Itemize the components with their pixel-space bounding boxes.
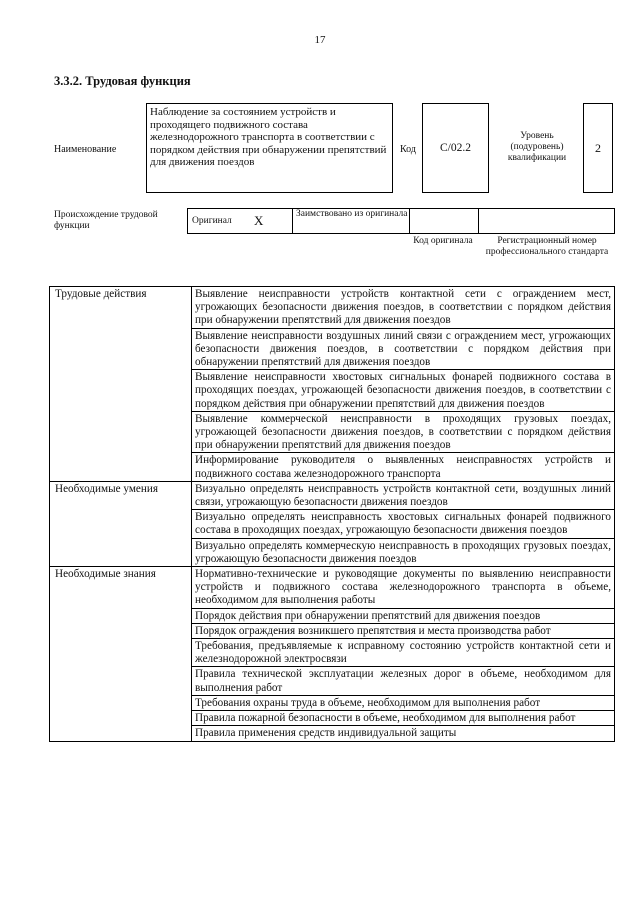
list-item: Визуально определять неисправность хвостовых сигнальных фонарей подвижного состава в проходящих поездах, угрожающую безопасности движения поездов: [192, 510, 615, 538]
original-label: Оригинал: [192, 216, 232, 226]
level-label: Уровень (подуровень) квалификации: [507, 131, 567, 163]
function-details-table: [49, 286, 615, 742]
list-item: Требования охраны труда в объеме, необходимом для выполнения работ: [192, 695, 615, 710]
original-mark: X: [254, 213, 264, 228]
list-item: Выявление коммерческой неисправности в проходящих грузовых поездах, угрожающей безопасности движения поездов, в соответствии с порядком действия при обнаружении препятствий для движения поездов: [192, 411, 615, 453]
list-item: Нормативно-технические и руководящие документы по выявлению неисправности устройств и подвижного состава железнодорожного транспорта в объеме, необходимом для выполнения работы: [192, 567, 615, 609]
function-name-box: [146, 103, 393, 193]
origin-row: [187, 208, 615, 234]
level-value: 2: [595, 140, 601, 155]
list-item: Выявление неисправности устройств контактной сети с ограждением мест, угрожающих безопасности движения поездов, в соответствии с порядком действия при обнаружении препятствий для движения поездов: [192, 287, 615, 329]
list-item: Требования, предъявляемые к исправному состоянию устройств контактной сети и железнодорожной электросвязи: [192, 639, 615, 667]
table-row: [50, 481, 615, 509]
list-item: Информирование руководителя о выявленных неисправностях устройств и подвижного состава железнодорожного транспорта: [192, 453, 615, 481]
original-code-cell: [409, 209, 478, 233]
table-row: [50, 287, 615, 329]
level-box: [583, 103, 613, 193]
section-label: Необходимые знания: [50, 567, 192, 741]
code-caption: Код оригинала: [413, 236, 473, 246]
list-item: Порядок действия при обнаружении препятствий для движения поездов: [192, 608, 615, 623]
code-box: [422, 103, 489, 193]
code-value: C/02.2: [440, 142, 471, 154]
page-number: 17: [314, 34, 326, 46]
section-title: 3.3.2. Трудовая функция: [54, 74, 191, 88]
list-item: Визуально определять неисправность устройств контактной сети, воздушных линий связи, угрожающую безопасности движения поездов: [192, 481, 615, 509]
section-label: Необходимые умения: [50, 481, 192, 566]
list-item: Порядок ограждения возникшего препятствия и места производства работ: [192, 623, 615, 638]
borrowed-label: Заимствовано из оригинала: [292, 209, 409, 233]
list-item: Правила применения средств индивидуальной защиты: [192, 726, 615, 741]
table-row: [50, 567, 615, 609]
list-item: Правила технической эксплуатации железных дорог в объеме, необходимом для выполнения работ: [192, 667, 615, 695]
function-name-value: Наблюдение за состоянием устройств и проходящего подвижного состава железнодорожного транспорта в соответствии с порядком действия при обнаружении препятствий для движения поездов: [150, 106, 387, 169]
section-label: Трудовые действия: [50, 287, 192, 482]
code-label: Код: [400, 144, 416, 155]
name-label: Наименование: [54, 144, 117, 155]
origin-label: Происхождение трудовой функции: [54, 210, 158, 231]
registration-number-cell: [478, 209, 614, 233]
list-item: Визуально определять коммерческую неисправность в проходящих грузовых поездах, угрожающую безопасности движения поездов: [192, 538, 615, 566]
list-item: Выявление неисправности воздушных линий связи с ограждением мест, угрожающих безопасности движения поездов, в соответствии с порядком действия при обнаружении препятствий для движения поездов: [192, 328, 615, 370]
list-item: Выявление неисправности хвостовых сигнальных фонарей подвижного состава в проходящих поездах, угрожающей безопасности движения поездов, в соответствии с порядком действия при обнаружении препятствий для движения поездов: [192, 370, 615, 412]
registration-caption: Регистрационный номер профессионального стандарта: [485, 236, 609, 257]
list-item: Правила пожарной безопасности в объеме, необходимом для выполнения работ: [192, 711, 615, 726]
